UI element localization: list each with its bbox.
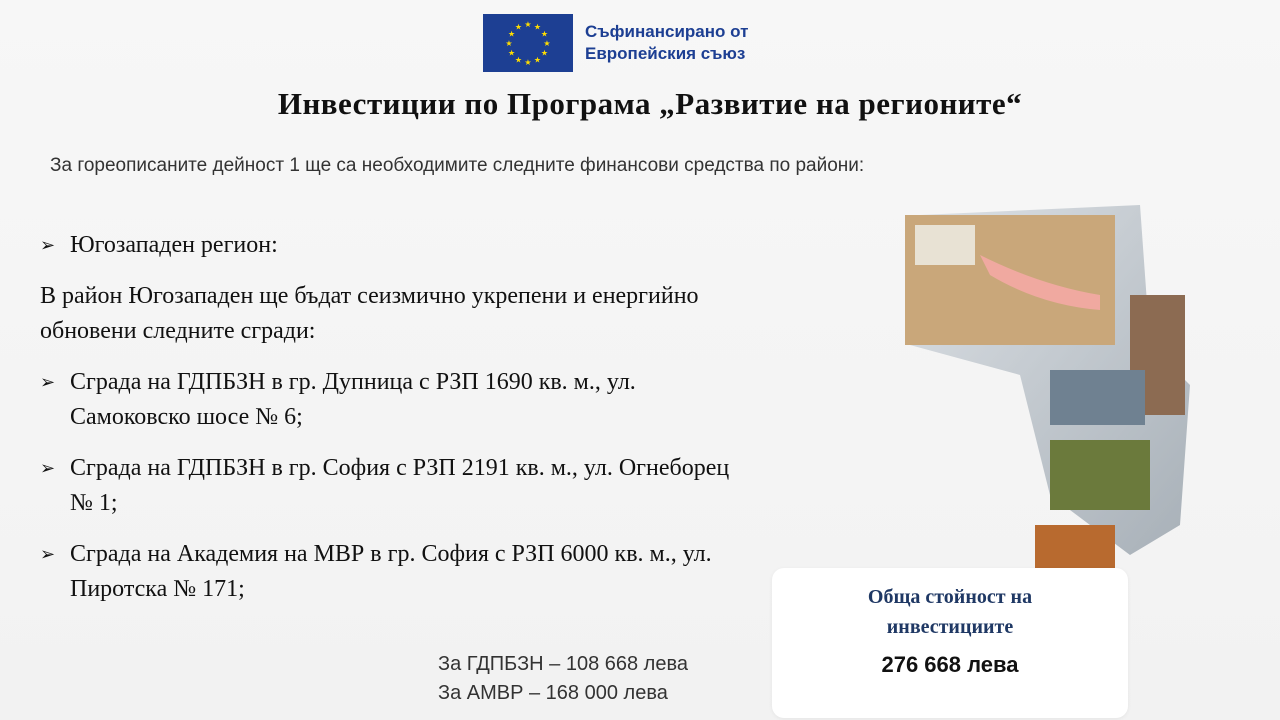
arrow-bullet-icon: ➢ [40,544,56,564]
eu-flag-icon [483,14,573,72]
photo-collage-image [900,195,1190,575]
building-text: Сграда на Академия на МВР в гр. София с РЗП 6000 кв. м., ул. Пиротска № 171; [70,541,712,602]
photo-cyclists [1050,440,1150,510]
arrow-bullet-icon: ➢ [40,235,56,255]
eu-line-1: Съфинансирано от [585,22,749,41]
eu-star-icon: ★ [543,39,551,48]
eu-star-icon: ★ [514,22,523,32]
eu-star-icon: ★ [540,29,549,39]
arrow-bullet-icon: ➢ [40,372,56,392]
eu-star-icon: ★ [533,55,542,65]
building-item [40,537,740,607]
intro-text: В район Югозападен ще бъдат сеизмично укрепени и енергийно обновени следните сгради: [40,283,699,344]
eu-star-icon: ★ [507,29,516,39]
eu-star-icon: ★ [505,39,513,48]
building-text: Сграда на ГДПБЗН в гр. Дупница с РЗП 1690 кв. м., ул. Самоковско шосе № 6; [70,369,636,430]
region-item [40,228,740,263]
building-item [40,365,740,435]
arrow-bullet-icon: ➢ [40,458,56,478]
breakdown-line-2: За АМВР – 168 000 лева [438,682,668,704]
building-item [40,451,740,521]
totals-label [772,582,1128,642]
eu-cofunding-logo [483,14,748,72]
breakdown-line-1: За ГДПБЗН – 108 668 лева [438,653,688,675]
building-text: Сграда на ГДПБЗН в гр. София с РЗП 2191 кв. м., ул. Огнеборец № 1; [70,455,730,516]
eu-star-icon: ★ [533,22,542,32]
photo-crafts [1035,525,1115,570]
slide-subtitle: За гореописаните дейност 1 ще са необходимите следните финансови средства по райони: [50,155,865,176]
photo-runners [1050,370,1145,425]
totals-value: 276 668 лева [881,652,1019,677]
eu-star-icon: ★ [514,55,523,65]
intro-paragraph [40,279,740,349]
totals-card [772,568,1128,718]
eu-star-icon: ★ [507,48,516,58]
totals-label-text: Обща стойност на инвестициите [867,586,1033,638]
eu-line-2: Европейския съюз [585,44,746,63]
funding-breakdown [438,650,688,708]
eu-cofunding-text [585,21,748,65]
eu-star-icon: ★ [524,20,532,29]
content-body [40,228,740,607]
eu-star-icon: ★ [540,48,549,58]
slide-title: Инвестиции по Програма „Развитие на регионите“ [277,86,1023,121]
region-label: Югозападен регион: [70,232,278,258]
eu-star-icon: ★ [524,58,532,67]
